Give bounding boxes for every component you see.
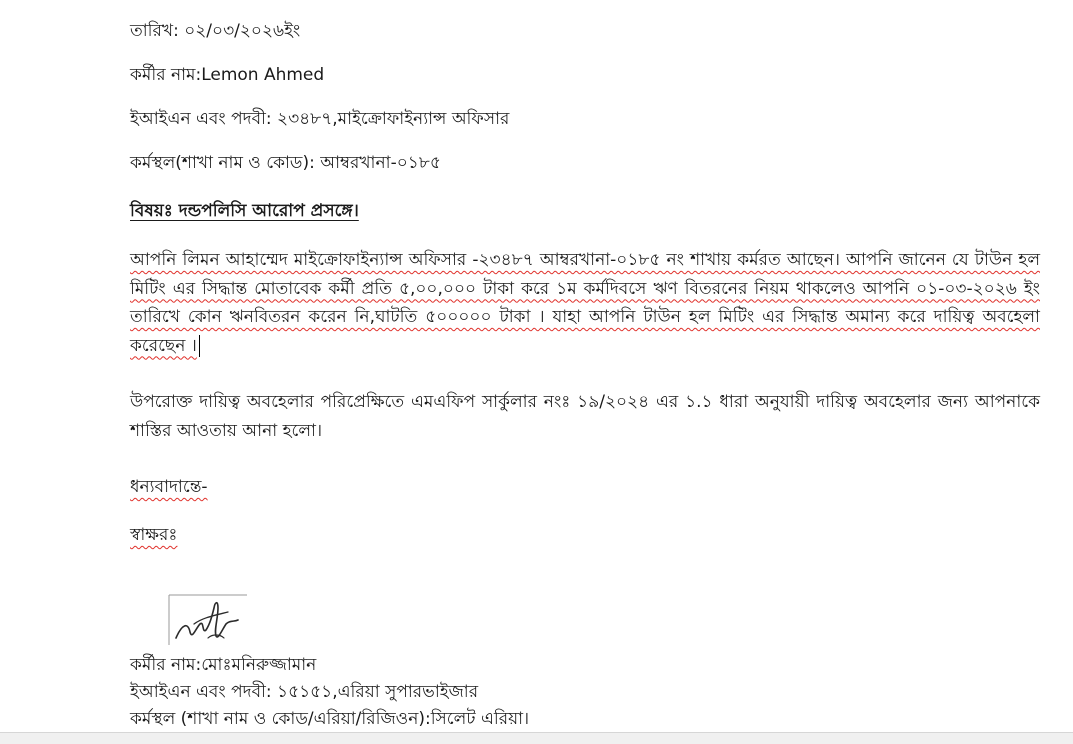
horizontal-scrollbar[interactable] [0,732,1073,744]
thanks-text: ধন্যবাদান্তে- [130,477,208,497]
body-paragraph-2[interactable]: উপরোক্ত দায়িত্ব অবহেলার পরিপ্রেক্ষিতে এমএফিপ সার্কুলার নংঃ ১৯/২০২৪ এর ১.১ ধারা অনুযায়ী দায়িত্ব অবহেলার জন্য আপনাকে শাস্তির আওতায় আনা হলো। [130,392,1040,441]
workplace: কর্মস্থল(শাখা নাম ও কোড): আম্বরখানা-০১৮৫ [130,153,441,173]
signatory-name: কর্মীর নাম:মোঃমনিরুজ্জামান [130,655,317,675]
date-line: তারিখ: ০২/০৩/২০২৬ইং [130,21,301,41]
text-cursor [199,335,200,357]
closing-thanks [130,476,208,498]
paragraph-1-text: আপনি লিমন আহাম্মেদ মাইক্রোফাইন্যান্স অফিসার -২৩৪৮৭ আম্বরখানা-০১৮৫ নং শাখায় কর্মরত আছেন। আপনি জানেন যে টাউন হল মিটিং এর সিদ্ধান্ত মোতাবেক কর্মী প্রতি ৫,০০,০০০ টাকা করে ১ম কর্মদিবসে ঋণ বিতরনের নিয়ম থাকলেও আপনি ০১-০৩-২০২৬ ইং তারিখে কোন ঋনবিতরন করেন নি,ঘাটতি ৫০০০০০ টাকা । যাহা আপনি টাউন হল মিটিং এর সিদ্ধান্ত অমান্য করে দায়িত্ব অবহেলা করেছেন । [130,250,1040,356]
subject-line: বিষয়ঃ দন্ডপলিসি আরোপ প্রসঙ্গে। [130,201,359,221]
signature-label [130,524,177,546]
signature-image [168,594,248,646]
signature-label-text: স্বাক্ষরঃ [130,525,178,545]
signatory-ein-designation: ইআইএন এবং পদবী: ১৫১৫১,এরিয়া সুপারভাইজার [130,682,479,702]
signatory-workplace: কর্মস্থল (শাখা নাম ও কোড/এরিয়া/রিজিওন):সিলেট এরিয়া। [130,709,530,729]
ein-designation: ইআইএন এবং পদবী: ২৩৪৮৭,মাইক্রোফাইন্যান্স অফিসার [130,109,510,129]
handwritten-signature [168,594,248,646]
employee-name: কর্মীর নাম:Lemon Ahmed [130,65,325,85]
body-paragraph-1[interactable] [130,246,1040,360]
